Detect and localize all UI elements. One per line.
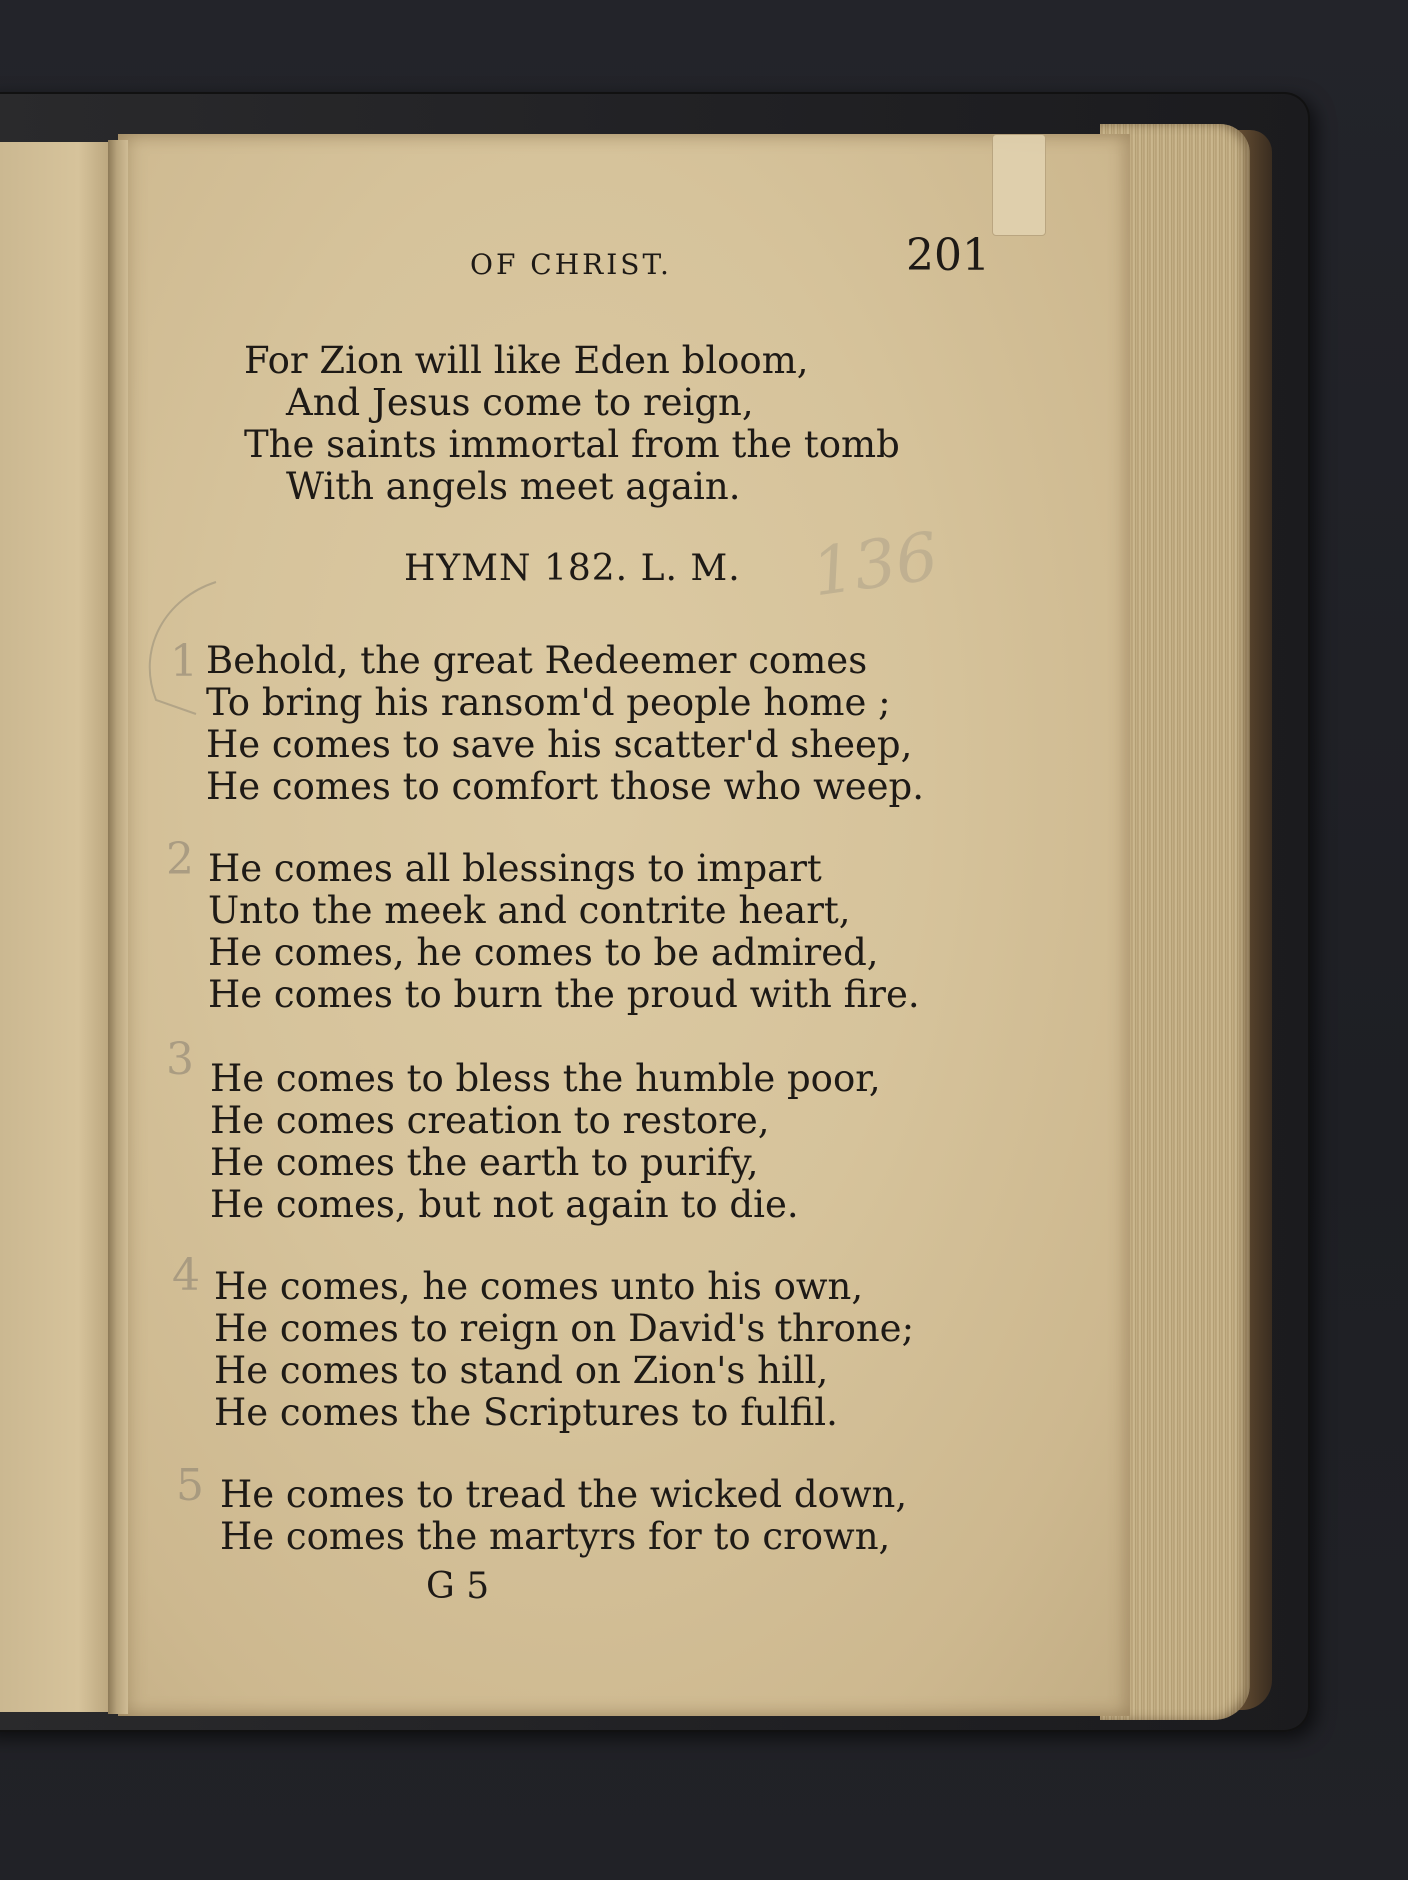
verse-number-1: 1 bbox=[170, 636, 198, 687]
verse-2-line-1: He comes all blessings to impart bbox=[208, 847, 822, 890]
verse-4-line-3: He comes to stand on Zion's hill, bbox=[214, 1349, 829, 1392]
continued-line-3: The saints immortal from the tomb bbox=[244, 423, 900, 466]
verse-1-line-3: He comes to save his scatter'd sheep, bbox=[206, 723, 913, 766]
left-page-edge bbox=[0, 142, 114, 1712]
verse-number-5: 5 bbox=[176, 1460, 204, 1511]
verse-number-2: 2 bbox=[166, 834, 194, 885]
verse-4-line-1: He comes, he comes unto his own, bbox=[214, 1265, 864, 1308]
page-number: 201 bbox=[906, 230, 990, 281]
continued-line-1: For Zion will like Eden bloom, bbox=[244, 339, 809, 382]
page-gutter bbox=[108, 140, 128, 1714]
verse-5-line-2: He comes the martyrs for to crown, bbox=[220, 1515, 891, 1558]
verse-3-line-3: He comes the earth to purify, bbox=[210, 1141, 759, 1184]
continued-line-4: With angels meet again. bbox=[286, 465, 741, 508]
pencil-annotation-number: 136 bbox=[807, 517, 943, 612]
running-head: OF CHRIST. bbox=[470, 248, 672, 281]
verse-3-line-4: He comes, but not again to die. bbox=[210, 1183, 799, 1226]
signature-mark: G 5 bbox=[426, 1566, 490, 1607]
verse-number-3: 3 bbox=[166, 1034, 194, 1085]
verse-1-line-2: To bring his ransom'd people home ; bbox=[206, 681, 891, 724]
verse-1-line-4: He comes to comfort those who weep. bbox=[206, 765, 924, 808]
verse-3-line-2: He comes creation to restore, bbox=[210, 1099, 770, 1142]
verse-2-line-4: He comes to burn the proud with fire. bbox=[208, 973, 920, 1016]
verse-2-line-2: Unto the meek and contrite heart, bbox=[208, 889, 851, 932]
continued-line-2: And Jesus come to reign, bbox=[286, 381, 754, 424]
verse-2-line-3: He comes, he comes to be admired, bbox=[208, 931, 879, 974]
page-tab-marker bbox=[992, 134, 1046, 236]
verse-4-line-4: He comes the Scriptures to fulfil. bbox=[214, 1391, 838, 1434]
verse-1-line-1: Behold, the great Redeemer comes bbox=[206, 639, 868, 682]
verse-4-line-2: He comes to reign on David's throne; bbox=[214, 1307, 915, 1350]
verse-number-4: 4 bbox=[172, 1250, 200, 1301]
verse-3-line-1: He comes to bless the humble poor, bbox=[210, 1057, 881, 1100]
hymn-title: HYMN 182. L. M. bbox=[404, 548, 741, 589]
verse-5-line-1: He comes to tread the wicked down, bbox=[220, 1473, 908, 1516]
